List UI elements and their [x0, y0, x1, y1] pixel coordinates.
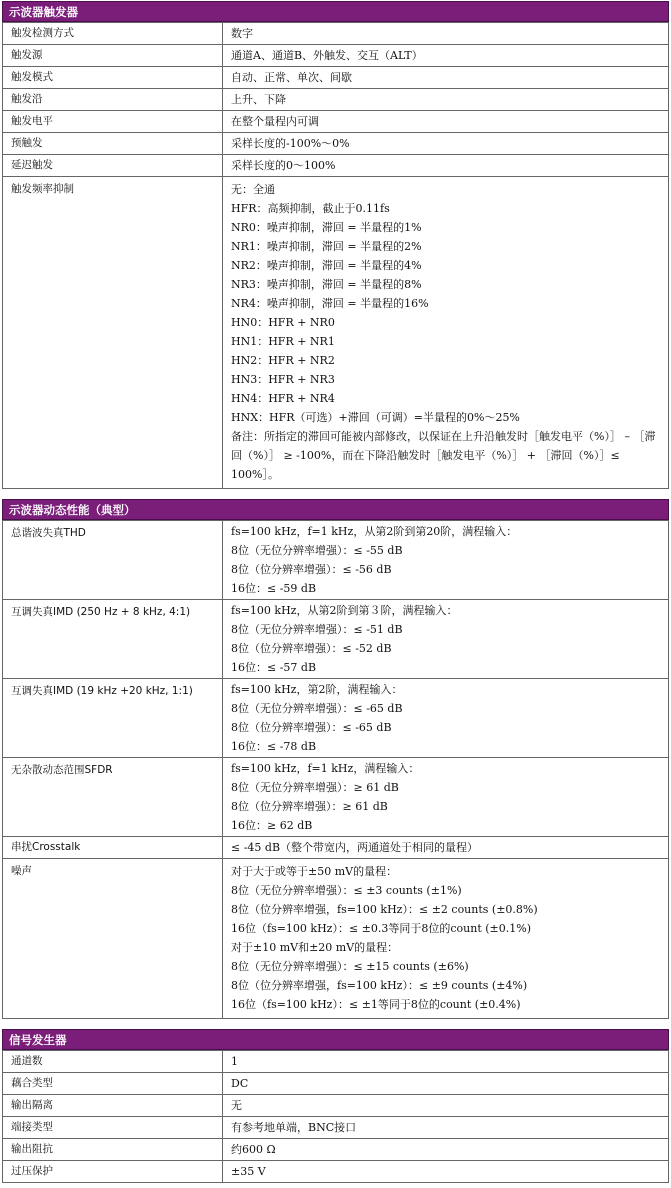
row-value: 上升、下降: [223, 89, 669, 111]
row-value: [223, 521, 669, 600]
row-value: 自动、正常、单次、间歇: [223, 67, 669, 89]
value-line: fs=100 kHz，从第2阶到第３阶，满程输入：: [231, 604, 458, 617]
value-line: 8位（位分辨率增强，fs=100 kHz）：≤ ±2 counts (±0.8%): [231, 903, 538, 916]
value-line: 8位（无位分辨率增强）：≤ -51 dB: [231, 623, 403, 636]
row-value: 1: [223, 1051, 669, 1073]
value-line: HN4：HFR + NR4: [231, 392, 335, 405]
row-value: ±35 V: [223, 1161, 669, 1183]
spec-page: [2, 0, 669, 1183]
row-value: 在整个量程内可调: [223, 111, 669, 133]
row-label: 输出隔离: [3, 1095, 223, 1117]
value-line: 8位（位分辨率增强）：≤ -56 dB: [231, 563, 392, 576]
value-line: HFR：高频抑制，截止于0.11fs: [231, 202, 390, 215]
table-row: [3, 1051, 669, 1073]
row-label: 无杂散动态范围SFDR: [3, 758, 223, 837]
value-line: 16位：≥ 62 dB: [231, 819, 313, 832]
dynamic-spec-table: [2, 520, 669, 1019]
value-line: HN2：HFR + NR2: [231, 354, 335, 367]
value-line: 16位：≤ -57 dB: [231, 661, 317, 674]
value-line: NR4：噪声抑制，滞回 = 半量程的16%: [231, 297, 429, 310]
row-value: 通道A、通道B、外触发、交互（ALT）: [223, 45, 669, 67]
row-value: ≤ -45 dB（整个带宽内，两通道处于相同的量程）: [223, 837, 669, 859]
row-value: 约600 Ω: [223, 1139, 669, 1161]
section-title-dynamic: 示波器动态性能（典型）: [2, 499, 669, 520]
table-row: [3, 521, 669, 600]
table-row: [3, 45, 669, 67]
table-row: [3, 837, 669, 859]
row-label: 藕合类型: [3, 1073, 223, 1095]
value-line: NR1：噪声抑制，滞回 = 半量程的2%: [231, 240, 422, 253]
value-line: 8位（无位分辨率增强）：≤ -65 dB: [231, 702, 403, 715]
row-value: [223, 859, 669, 1019]
table-row: [3, 133, 669, 155]
table-row: [3, 1139, 669, 1161]
table-row: [3, 859, 669, 1019]
generator-spec-table: [2, 1050, 669, 1183]
value-line: fs=100 kHz，第2阶，满程输入：: [231, 683, 403, 696]
trigger-spec-table: [2, 22, 669, 489]
value-line: fs=100 kHz，f=1 kHz，满程输入：: [231, 762, 420, 775]
row-label: 串扰Crosstalk: [3, 837, 223, 859]
value-line: HN1：HFR + NR1: [231, 335, 335, 348]
row-value: DC: [223, 1073, 669, 1095]
value-line: 8位（无位分辨率增强）：≥ 61 dB: [231, 781, 399, 794]
row-label: 触发模式: [3, 67, 223, 89]
row-label: 过压保护: [3, 1161, 223, 1183]
value-line: 对于±10 mV和±20 mV的量程：: [231, 941, 399, 954]
row-label: 触发电平: [3, 111, 223, 133]
row-label: 互调失真IMD (250 Hz + 8 kHz, 4:1): [3, 600, 223, 679]
value-line: 8位（位分辨率增强）：≤ -65 dB: [231, 721, 392, 734]
table-row: [3, 67, 669, 89]
table-row: [3, 1095, 669, 1117]
value-line: HN0：HFR + NR0: [231, 316, 335, 329]
value-line: NR2：噪声抑制，滞回 = 半量程的4%: [231, 259, 422, 272]
row-label: 互调失真IMD (19 kHz +20 kHz, 1:1): [3, 679, 223, 758]
note-text: 备注：所指定的滞回可能被内部修改，以保证在上升沿触发时［触发电平（%）］ – ［滞回（%）］ ≥ -100%，而在下降沿触发时［触发电平（%）］ + ［滞回（%）］≤ 100%］。: [231, 430, 656, 481]
row-label: 触发频率抑制: [3, 177, 223, 489]
value-line: 8位（无位分辨率增强）：≤ ±3 counts (±1%): [231, 884, 462, 897]
value-line: 16位（fs=100 kHz）：≤ ±0.3等同于8位的count (±0.1%): [231, 922, 532, 935]
table-row: [3, 1161, 669, 1183]
value-line: 8位（位分辨率增强）：≥ 61 dB: [231, 800, 388, 813]
value-line: 无：全通: [231, 183, 275, 196]
section-gap: [2, 489, 669, 499]
section-title-generator: 信号发生器: [2, 1029, 669, 1050]
section-gap: [2, 1019, 669, 1029]
value-line: 对于大于或等于±50 mV的量程：: [231, 865, 398, 878]
value-line: 8位（无位分辨率增强）：≤ ±15 counts (±6%): [231, 960, 469, 973]
row-label: 延迟触发: [3, 155, 223, 177]
value-line: 8位（位分辨率增强）：≤ -52 dB: [231, 642, 392, 655]
row-label: 触发沿: [3, 89, 223, 111]
table-row: [3, 679, 669, 758]
value-line: 8位（位分辨率增强，fs=100 kHz）：≤ ±9 counts (±4%): [231, 979, 528, 992]
row-label: 噪声: [3, 859, 223, 1019]
row-label: 触发源: [3, 45, 223, 67]
table-row: [3, 89, 669, 111]
row-value: [223, 679, 669, 758]
value-line: NR0：噪声抑制，滞回 = 半量程的1%: [231, 221, 422, 234]
value-line: 8位（无位分辨率增强）：≤ -55 dB: [231, 544, 403, 557]
row-value: 采样长度的-100%～0%: [223, 133, 669, 155]
value-line: 16位：≤ -78 dB: [231, 740, 317, 753]
row-value: 数字: [223, 23, 669, 45]
row-value: 无: [223, 1095, 669, 1117]
value-line: HNX：HFR（可选）+滞回（可调）=半量程的0%～25%: [231, 411, 520, 424]
value-line: HN3：HFR + NR3: [231, 373, 335, 386]
table-row: [3, 177, 669, 489]
row-label: 通道数: [3, 1051, 223, 1073]
table-row: [3, 758, 669, 837]
row-value: 采样长度的0～100%: [223, 155, 669, 177]
table-row: [3, 600, 669, 679]
row-value: 有参考地单端，BNC接口: [223, 1117, 669, 1139]
row-label: 端接类型: [3, 1117, 223, 1139]
row-label: 触发检测方式: [3, 23, 223, 45]
row-label: 预触发: [3, 133, 223, 155]
table-row: [3, 1117, 669, 1139]
value-line: 16位（fs=100 kHz）：≤ ±1等同于8位的count (±0.4%): [231, 998, 521, 1011]
section-title-trigger: 示波器触发器: [2, 1, 669, 22]
value-line: fs=100 kHz，f=1 kHz，从第2阶到第20阶，满程输入：: [231, 525, 518, 538]
row-label: 输出阻抗: [3, 1139, 223, 1161]
table-row: [3, 23, 669, 45]
table-row: [3, 1073, 669, 1095]
table-row: [3, 111, 669, 133]
row-label: 总谐波失真THD: [3, 521, 223, 600]
table-row: [3, 155, 669, 177]
value-line: 16位：≤ -59 dB: [231, 582, 317, 595]
row-value: [223, 177, 669, 489]
row-value: [223, 758, 669, 837]
value-line: NR3：噪声抑制，滞回 = 半量程的8%: [231, 278, 422, 291]
row-value: [223, 600, 669, 679]
